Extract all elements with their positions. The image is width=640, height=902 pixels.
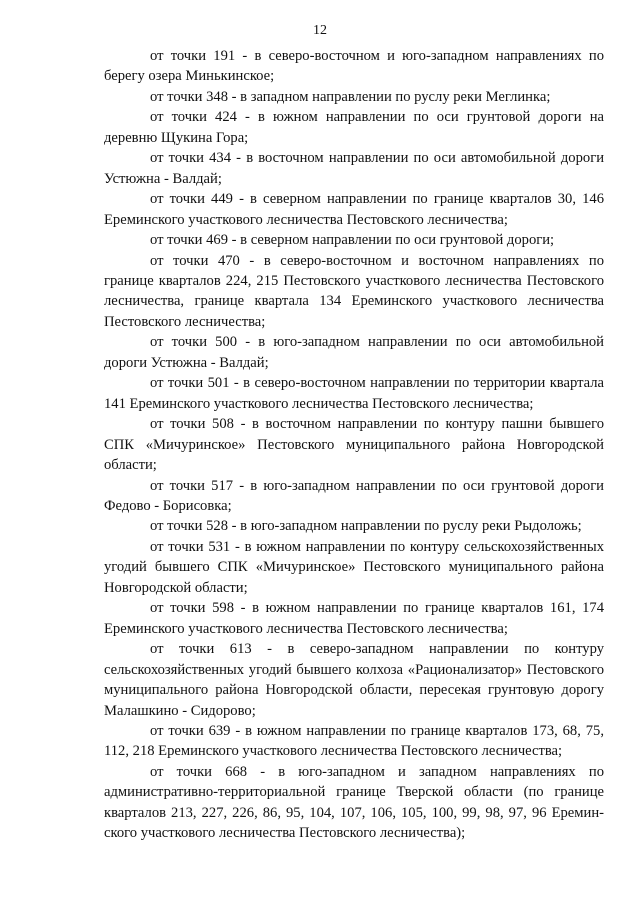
paragraph: от точки 434 - в восточном направлении по оси автомобильной дороги Устюжна - Валдай; [104,150,604,187]
paragraph: от точки 348 - в западном направлении по руслу реки Меглинка; [150,88,551,105]
paragraph: от точки 424 - в южном направлении по оси грунтовой дороги на деревню Щукина Гора; [104,109,604,146]
paragraph: от точки 531 - в южном направлении по контуру сельскохозяйственных угодий бывшего СПК «Мичуринское» Пестовского муниципального района Новгородской области; [104,538,604,596]
document-body [104,46,604,844]
paragraph: от точки 500 - в юго-западном направлении по оси автомобильной дороги Устюжна - Валдай; [104,334,604,371]
paragraph: от точки 501 - в северо-восточном направлении по территории квартала 141 Ереминского участкового лесничества Пестовского лесничества; [104,375,604,412]
paragraph: от точки 517 - в юго-западном направлении по оси грунтовой дороги Федово - Борисовка; [104,477,604,514]
paragraph: от точки 470 - в северо-восточном и восточном направлениях по границе кварталов 224, 215 Пестовского участкового лесничества Пестовского лесничества, границе квартала 134 Ереминского участкового лесничества Пестовского лесничества; [104,252,604,330]
paragraph: от точки 613 - в северо-западном направлении по контуру сельскохозяйственных угодий бывшего колхоза «Рационализатор» Пестовского муниципального района Новгородской области, пересекая грунтовую дорогу Малашкино - Сидорово; [104,641,604,719]
paragraph: от точки 449 - в северном направлении по границе кварталов 30, 146 Ереминского участкового лесничества Пестовского лесничества; [104,191,604,228]
paragraph: от точки 668 - в юго-западном и западном направлениях по административно-территориальной границе Тверской области (по границе кварталов 213, 227, 226, 86, 95, 104, 107, 106, 105, 100, 99, 98, 97, 96 Ереминского участкового лесничества Пестовского лесничества); [104,763,604,842]
paragraph: от точки 469 - в северном направлении по оси грунтовой дороги; [150,232,555,249]
paragraph: от точки 528 - в юго-западном направлении по руслу реки Рыдоложь; [150,518,582,535]
paragraph: от точки 508 - в восточном направлении по контуру пашни бывшего СПК «Мичуринское» Пестовского муниципального района Новгородской области; [104,416,604,474]
paragraph: от точки 639 - в южном направлении по границе кварталов 173, 68, 75, 112, 218 Ереминского участкового лесничества Пестовского лесничества; [104,722,604,760]
page-number: 12 [313,23,327,38]
paragraph: от точки 598 - в южном направлении по границе кварталов 161, 174 Ереминского участкового лесничества Пестовского лесничества; [104,600,604,637]
paragraph: от точки 191 - в северо-восточном и юго-западном направлениях по берегу озера Минькинское; [104,48,604,85]
